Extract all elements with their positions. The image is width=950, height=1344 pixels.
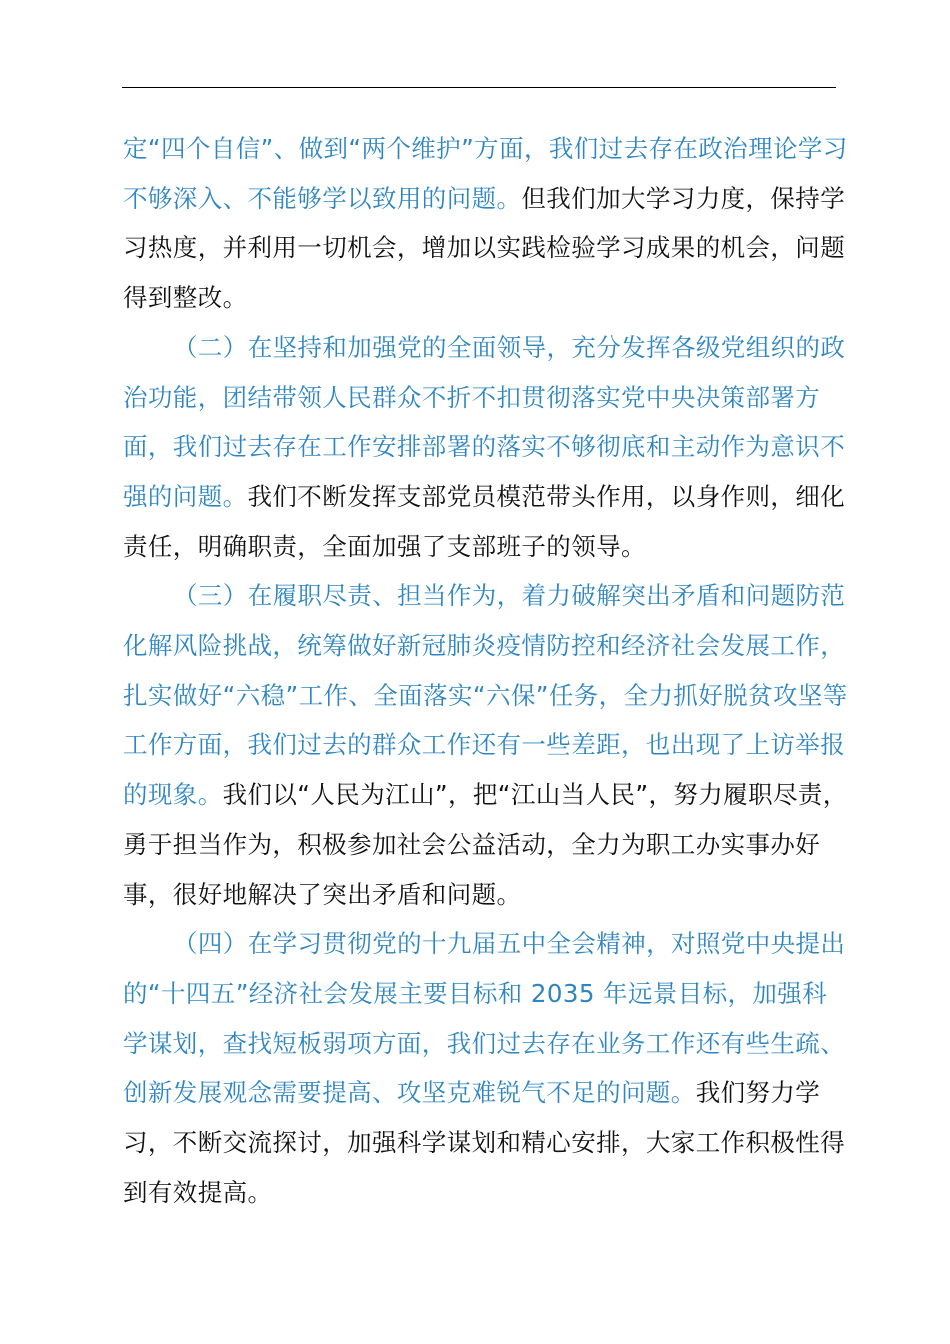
paragraph-1-text: 但我们加大学习力度，保持学习热度，并利用一切机会，增加以实践检验学习成果的机会，问题得到整改。 xyxy=(123,183,846,313)
document-body xyxy=(123,124,848,1217)
paragraph-4 xyxy=(123,919,848,1217)
paragraph-3 xyxy=(123,571,848,919)
paragraph-4-highlight: （四）在学习贯彻党的十九届五中全会精神，对照党中央提出的“十四五”经济社会发展主要目标和 2035 年远景目标，加强科学谋划，查找短板弱项方面，我们过去存在业务工作还有些生疏、创新发展观念需要提高、攻坚克难锐气不足的问题。 xyxy=(123,929,846,1108)
paragraph-3-highlight: （三）在履职尽责、担当作为，着力破解突出矛盾和问题防范化解风险挑战，统筹做好新冠肺炎疫情防控和经济社会发展工作，扎实做好“六稳”工作、全面落实“六保”任务，全力抓好脱贫攻坚等工作方面，我们过去的群众工作还有一些差距，也出现了上访举报的现象。 xyxy=(123,581,848,810)
header-rule xyxy=(122,87,836,88)
paragraph-1 xyxy=(123,124,848,323)
paragraph-1-highlight: 定“四个自信”、做到“两个维护”方面，我们过去存在政治理论学习不够深入、不能够学以致用的问题。 xyxy=(123,134,848,213)
paragraph-2-highlight: （二）在坚持和加强党的全面领导，充分发挥各级党组织的政治功能，团结带领人民群众不折不扣贯彻落实党中央决策部署方面，我们过去存在工作安排部署的落实不够彻底和主动作为意识不强的问题。 xyxy=(123,332,846,511)
paragraph-2 xyxy=(123,323,848,572)
paragraph-4-text: 我们努力学习，不断交流探讨，加强科学谋划和精心安排，大家工作积极性得到有效提高。 xyxy=(123,1078,846,1207)
paragraph-3-text: 我们以“人民为江山”，把“江山当人民”，努力履职尽责，勇于担当作为，积极参加社会公益活动，全力为职工办实事办好事，很好地解决了突出矛盾和问题。 xyxy=(123,780,848,909)
paragraph-2-text: 我们不断发挥支部党员模范带头作用，以身作则，细化责任，明确职责，全面加强了支部班子的领导。 xyxy=(123,481,846,561)
